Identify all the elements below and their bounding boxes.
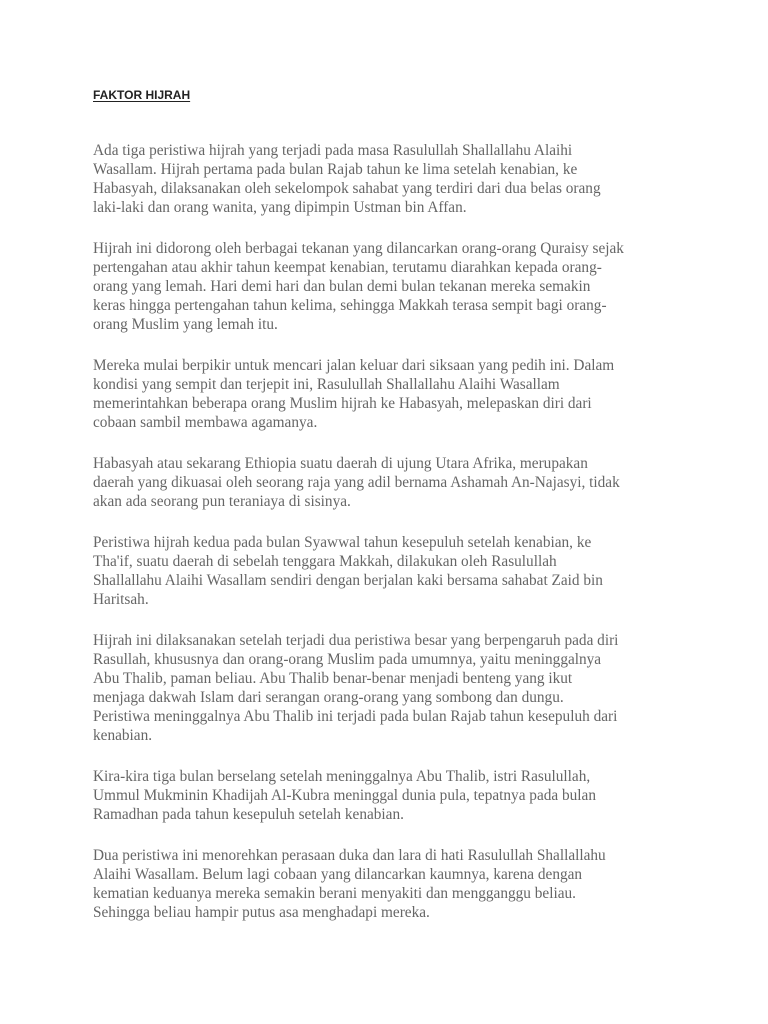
paragraph-line: pertengahan atau akhir tahun keempat kenabian, terutamu diarahkan kepada orang- bbox=[93, 259, 602, 276]
paragraph-line: Kira-kira tiga bulan berselang setelah meninggalnya Abu Thalib, istri Rasulullah, bbox=[93, 768, 591, 785]
paragraph-line: kondisi yang sempit dan terjepit ini, Rasulullah Shallallahu Alaihi Wasallam bbox=[93, 376, 560, 393]
paragraph-line: Peristiwa meninggalnya Abu Thalib ini terjadi pada bulan Rajab tahun kesepuluh dari bbox=[93, 708, 618, 725]
paragraph-line: orang yang lemah. Hari demi hari dan bulan demi bulan tekanan mereka semakin bbox=[93, 278, 591, 295]
paragraph-line: Ada tiga peristiwa hijrah yang terjadi pada masa Rasulullah Shallallahu Alaihi bbox=[93, 142, 573, 159]
paragraph-line: Habasyah, dilaksanakan oleh sekelompok sahabat yang terdiri dari dua belas orang bbox=[93, 180, 601, 197]
paragraph-line: menjaga dakwah Islam dari serangan orang-orang yang sombong dan dungu. bbox=[93, 689, 564, 706]
paragraph-5 bbox=[93, 533, 683, 609]
paragraph-1 bbox=[93, 141, 683, 217]
paragraph-line: keras hingga pertengahan tahun kelima, sehingga Makkah terasa sempit bagi orang- bbox=[93, 297, 607, 314]
paragraph-line: kenabian. bbox=[93, 727, 153, 744]
paragraph-line: Alaihi Wasallam. Belum lagi cobaan yang dilancarkan kaumnya, karena dengan bbox=[93, 866, 583, 883]
paragraph-line: memerintahkan beberapa orang Muslim hijrah ke Habasyah, melepaskan diri dari bbox=[93, 395, 592, 412]
paragraph-line: Mereka mulai berpikir untuk mencari jalan keluar dari siksaan yang pedih ini. Dalam bbox=[93, 357, 615, 374]
document-title: FAKTOR HIJRAH bbox=[93, 88, 191, 102]
paragraph-8 bbox=[93, 846, 683, 922]
paragraph-line: Haritsah. bbox=[93, 591, 149, 608]
paragraph-line: Hijrah ini dilaksanakan setelah terjadi dua peristiwa besar yang berpengaruh pada diri bbox=[93, 632, 619, 649]
paragraph-line: akan ada seorang pun teraniaya di sisinya. bbox=[93, 493, 351, 510]
paragraph-line: Shallallahu Alaihi Wasallam sendiri dengan berjalan kaki bersama sahabat Zaid bin bbox=[93, 572, 603, 589]
paragraph-2 bbox=[93, 239, 683, 334]
document-body bbox=[93, 141, 683, 944]
paragraph-4 bbox=[93, 454, 683, 511]
paragraph-7 bbox=[93, 767, 683, 824]
paragraph-line: Tha'if, suatu daerah di sebelah tenggara Makkah, dilakukan oleh Rasulullah bbox=[93, 553, 557, 570]
paragraph-line: kematian keduanya mereka semakin berani menyakiti dan mengganggu beliau. bbox=[93, 885, 576, 902]
paragraph-line: orang Muslim yang lemah itu. bbox=[93, 316, 278, 333]
paragraph-6 bbox=[93, 631, 683, 745]
paragraph-line: Sehingga beliau hampir putus asa menghadapi mereka. bbox=[93, 904, 430, 921]
paragraph-line: Abu Thalib, paman beliau. Abu Thalib benar-benar menjadi benteng yang ikut bbox=[93, 670, 573, 687]
paragraph-line: Peristiwa hijrah kedua pada bulan Syawwal tahun kesepuluh setelah kenabian, ke bbox=[93, 534, 592, 551]
paragraph-line: Hijrah ini didorong oleh berbagai tekanan yang dilancarkan orang-orang Quraisy sejak bbox=[93, 240, 624, 257]
paragraph-line: Dua peristiwa ini menorehkan perasaan duka dan lara di hati Rasulullah Shallallahu bbox=[93, 847, 606, 864]
paragraph-line: Habasyah atau sekarang Ethiopia suatu daerah di ujung Utara Afrika, merupakan bbox=[93, 455, 588, 472]
paragraph-line: Wasallam. Hijrah pertama pada bulan Rajab tahun ke lima setelah kenabian, ke bbox=[93, 161, 578, 178]
paragraph-line: daerah yang dikuasai oleh seorang raja yang adil bernama Ashamah An-Najasyi, tidak bbox=[93, 474, 620, 491]
paragraph-line: laki-laki dan orang wanita, yang dipimpin Ustman bin Affan. bbox=[93, 199, 467, 216]
paragraph-3 bbox=[93, 356, 683, 432]
paragraph-line: cobaan sambil membawa agamanya. bbox=[93, 414, 318, 431]
paragraph-line: Rasullah, khususnya dan orang-orang Muslim pada umumnya, yaitu meninggalnya bbox=[93, 651, 602, 668]
paragraph-line: Ramadhan pada tahun kesepuluh setelah kenabian. bbox=[93, 806, 404, 823]
paragraph-line: Ummul Mukminin Khadijah Al-Kubra meninggal dunia pula, tepatnya pada bulan bbox=[93, 787, 596, 804]
